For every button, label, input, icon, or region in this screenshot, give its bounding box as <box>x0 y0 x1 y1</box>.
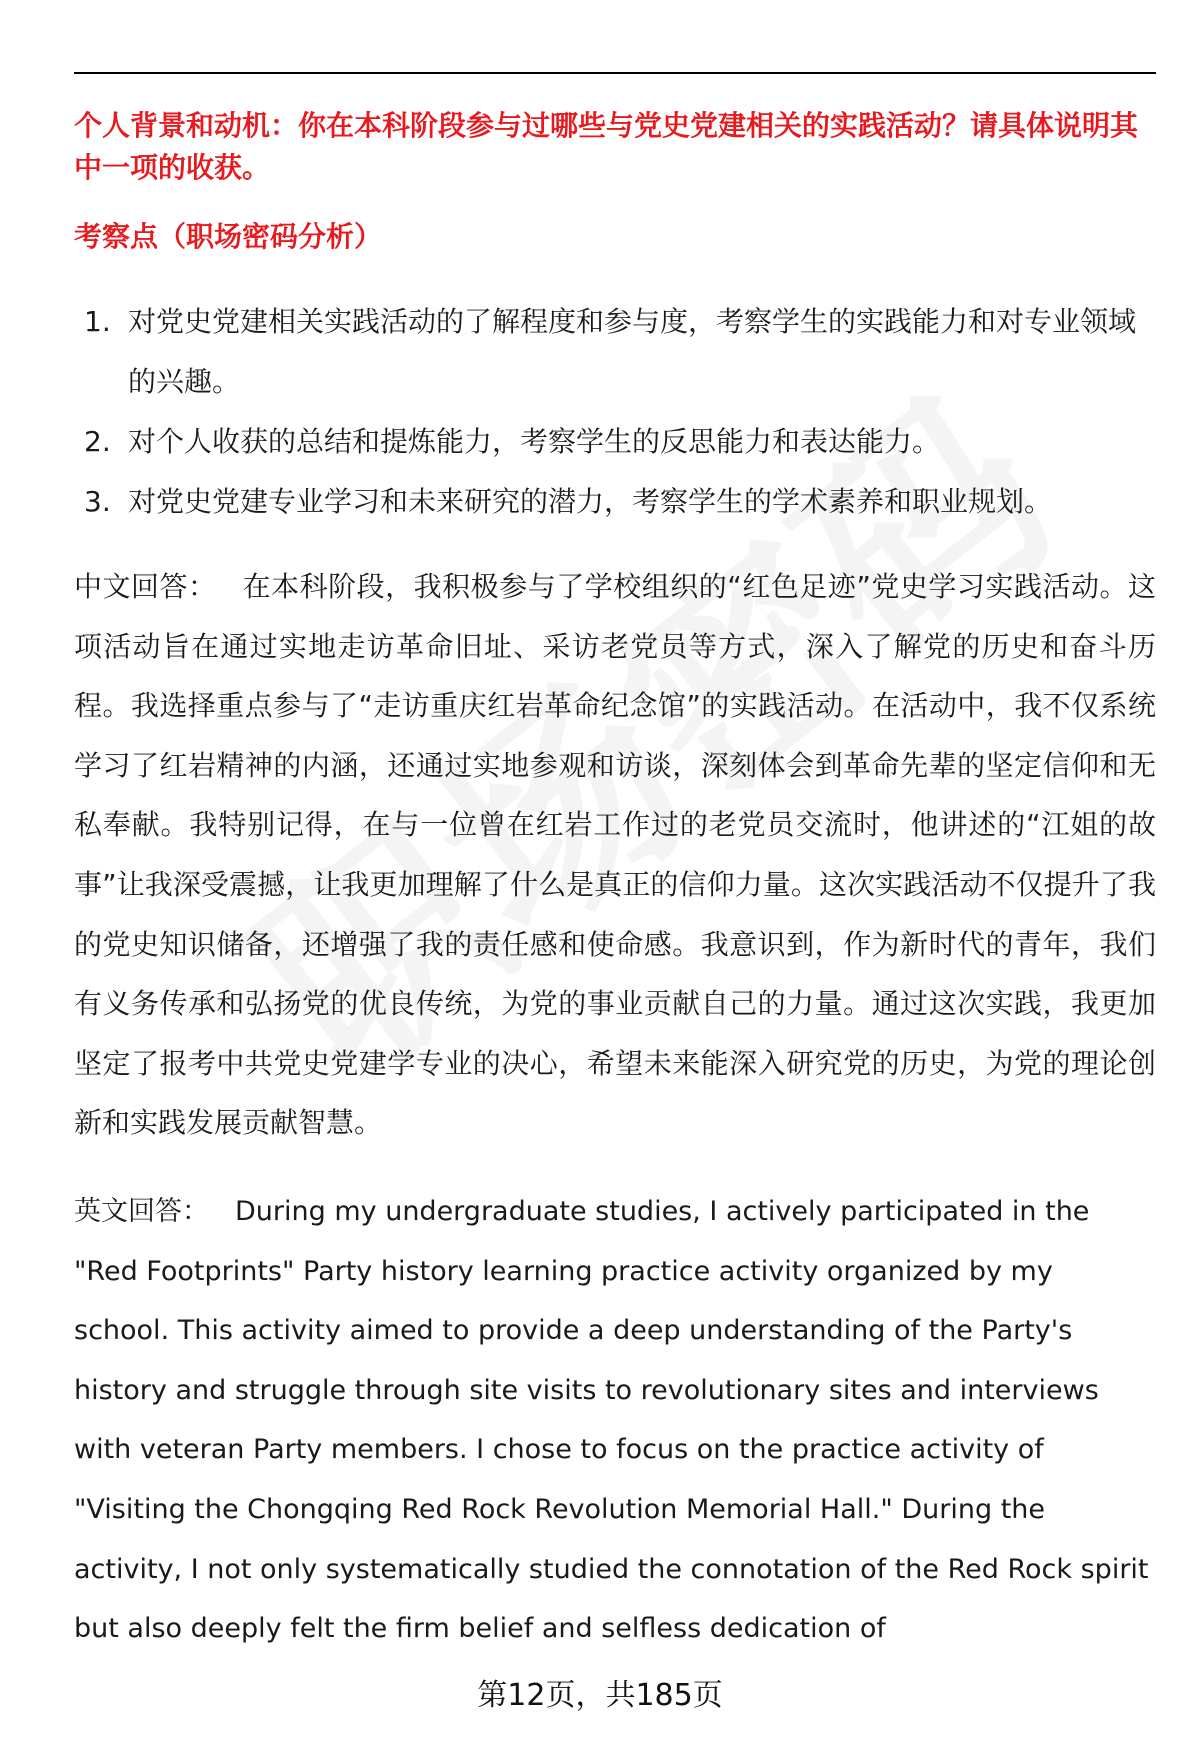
list-item-text: 对党史党建专业学习和未来研究的潜力，考察学生的学术素养和职业规划。 <box>128 485 1053 518</box>
assessment-points-list <box>74 292 1156 532</box>
list-item-number: 1. <box>84 305 111 338</box>
chinese-answer-paragraph <box>74 557 1156 1153</box>
question-heading: 个人背景和动机：你在本科阶段参与过哪些与党史党建相关的实践活动？请具体说明其中一项的收获。 <box>74 109 1139 184</box>
header-divider <box>74 72 1156 74</box>
chinese-answer-text: 在本科阶段，我积极参与了学校组织的“红色足迹”党史学习实践活动。这项活动旨在通过实地走访革命旧址、采访老党员等方式，深入了解党的历史和奋斗历程。我选择重点参与了“走访重庆红岩革命纪念馆”的实践活动。在活动中，我不仅系统学习了红岩精神的内涵，还通过实地参观和访谈，深刻体会到革命先辈的坚定信仰和无私奉献。我特别记得，在与一位曾在红岩工作过的老党员交流时，他讲述的“江姐的故事”让我深受震撼，让我更加理解了什么是真正的信仰力量。这次实践活动不仅提升了我的党史知识储备，还增强了我的责任感和使命感。我意识到，作为新时代的青年，我们有义务传承和弘扬党的优良传统，为党的事业贡献自己的力量。通过这次实践，我更加坚定了报考中共党史党建学专业的决心，希望未来能深入研究党的历史，为党的理论创新和实践发展贡献智慧。 <box>74 570 1156 1140</box>
chinese-answer-label: 中文回答： <box>74 570 217 603</box>
english-answer-label: 英文回答： <box>74 1196 209 1227</box>
list-item <box>74 472 1156 532</box>
assessment-title: 考察点（职场密码分析） <box>74 220 383 253</box>
english-answer-paragraph <box>74 1182 1156 1659</box>
document-page <box>74 0 1156 1755</box>
list-item-text: 对党史党建相关实践活动的了解程度和参与度，考察学生的实践能力和对专业领域的兴趣。 <box>128 305 1137 398</box>
list-item-text: 对个人收获的总结和提炼能力，考察学生的反思能力和表达能力。 <box>128 425 941 458</box>
list-item-number: 2. <box>84 425 111 458</box>
english-answer-text: During my undergraduate studies, I actively participated in the "Red Footprints" Party history learning practice activity organized by my school. This activity aimed to provide a deep understanding of the Party's history and struggle through site visits to revolutionary sites and interviews with veteran Party members. I chose to focus on the practice activity of "Visiting the Chongqing Red Rock Revolution Memorial Hall." During the activity, I not only systematically studied the connotation of the Red Rock spirit but also deeply felt the firm belief and selfless dedication of <box>74 1196 1149 1645</box>
list-item <box>74 292 1156 412</box>
page-number: 第12页，共185页 <box>477 1678 723 1713</box>
list-item-number: 3. <box>84 485 111 518</box>
list-item <box>74 412 1156 472</box>
